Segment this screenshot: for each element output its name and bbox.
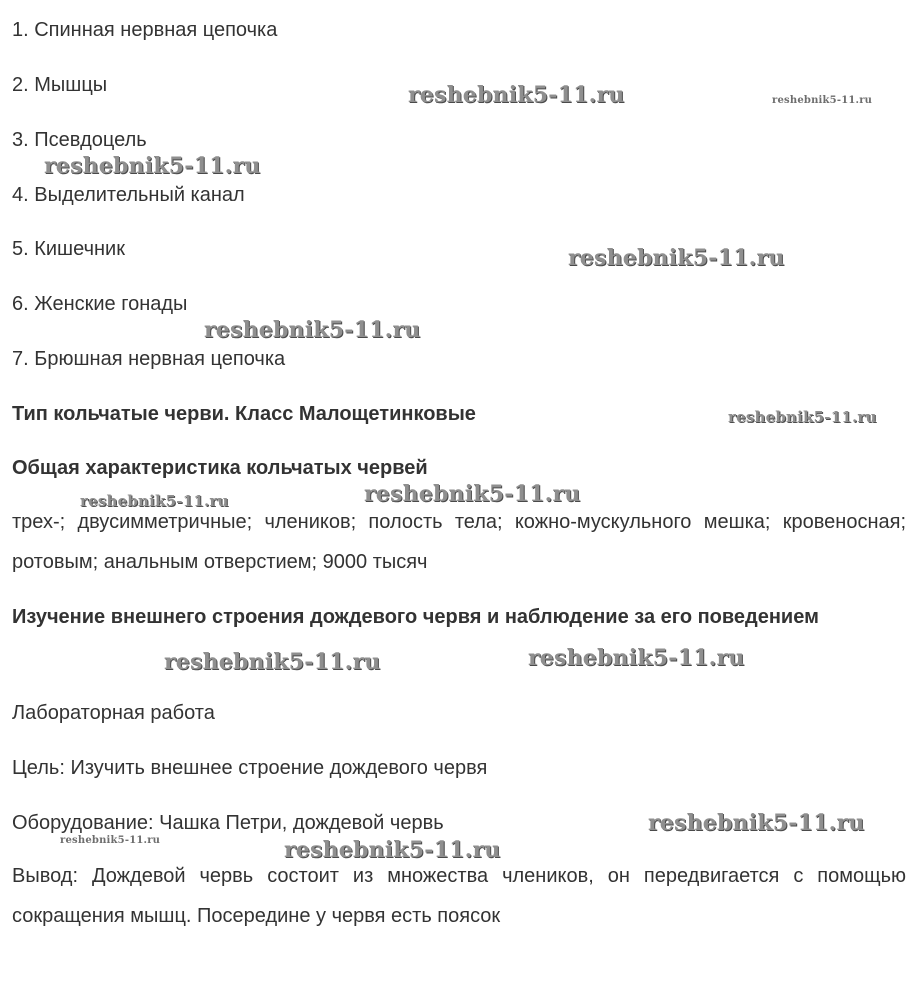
- watermark: reshebnik5-11.ru: [80, 492, 229, 510]
- heading-study: Изучение внешнего строения дождевого червя и наблюдение за его поведением: [12, 606, 819, 628]
- watermark: reshebnik5-11.ru: [528, 645, 745, 671]
- list-item-5: 5. Кишечник: [12, 238, 125, 260]
- watermark: reshebnik5-11.ru: [772, 95, 873, 106]
- general-text: трех-; двусимметричные; члеников; полость тела; кожно-мускульного мешка; кровеносная; ротовым; анальным отверстием; 9000 тысяч: [12, 511, 906, 573]
- watermark: reshebnik5-11.ru: [408, 82, 625, 108]
- list-item-1: 1. Спинная нервная цепочка: [12, 19, 278, 41]
- watermark: reshebnik5-11.ru: [364, 481, 581, 507]
- watermark: reshebnik5-11.ru: [60, 835, 161, 846]
- heading-general: Общая характеристика кольчатых червей: [12, 457, 428, 479]
- list-item-2: 2. Мышцы: [12, 74, 108, 96]
- list-item-7: 7. Брюшная нервная цепочка: [12, 348, 286, 370]
- list-item-3: 3. Псевдоцель: [12, 129, 147, 151]
- watermark: reshebnik5-11.ru: [284, 837, 501, 863]
- watermark: reshebnik5-11.ru: [44, 153, 261, 179]
- watermark: reshebnik5-11.ru: [164, 649, 381, 675]
- watermark: reshebnik5-11.ru: [204, 317, 421, 343]
- watermark: reshebnik5-11.ru: [568, 245, 785, 271]
- watermark: reshebnik5-11.ru: [728, 408, 877, 426]
- list-item-4: 4. Выделительный канал: [12, 184, 245, 206]
- watermark: reshebnik5-11.ru: [648, 810, 865, 836]
- lab-work: Лабораторная работа: [12, 702, 215, 724]
- equipment: Оборудование: Чашка Петри, дождевой червь: [12, 812, 444, 834]
- heading-type: Тип кольчатые черви. Класс Малощетинковые: [12, 403, 476, 425]
- list-item-6: 6. Женские гонады: [12, 293, 188, 315]
- conclusion: Вывод: Дождевой червь состоит из множества члеников, он передвигается с помощью сокращения мышц. Посередине у червя есть поясок: [12, 865, 906, 927]
- goal: Цель: Изучить внешнее строение дождевого червя: [12, 757, 488, 779]
